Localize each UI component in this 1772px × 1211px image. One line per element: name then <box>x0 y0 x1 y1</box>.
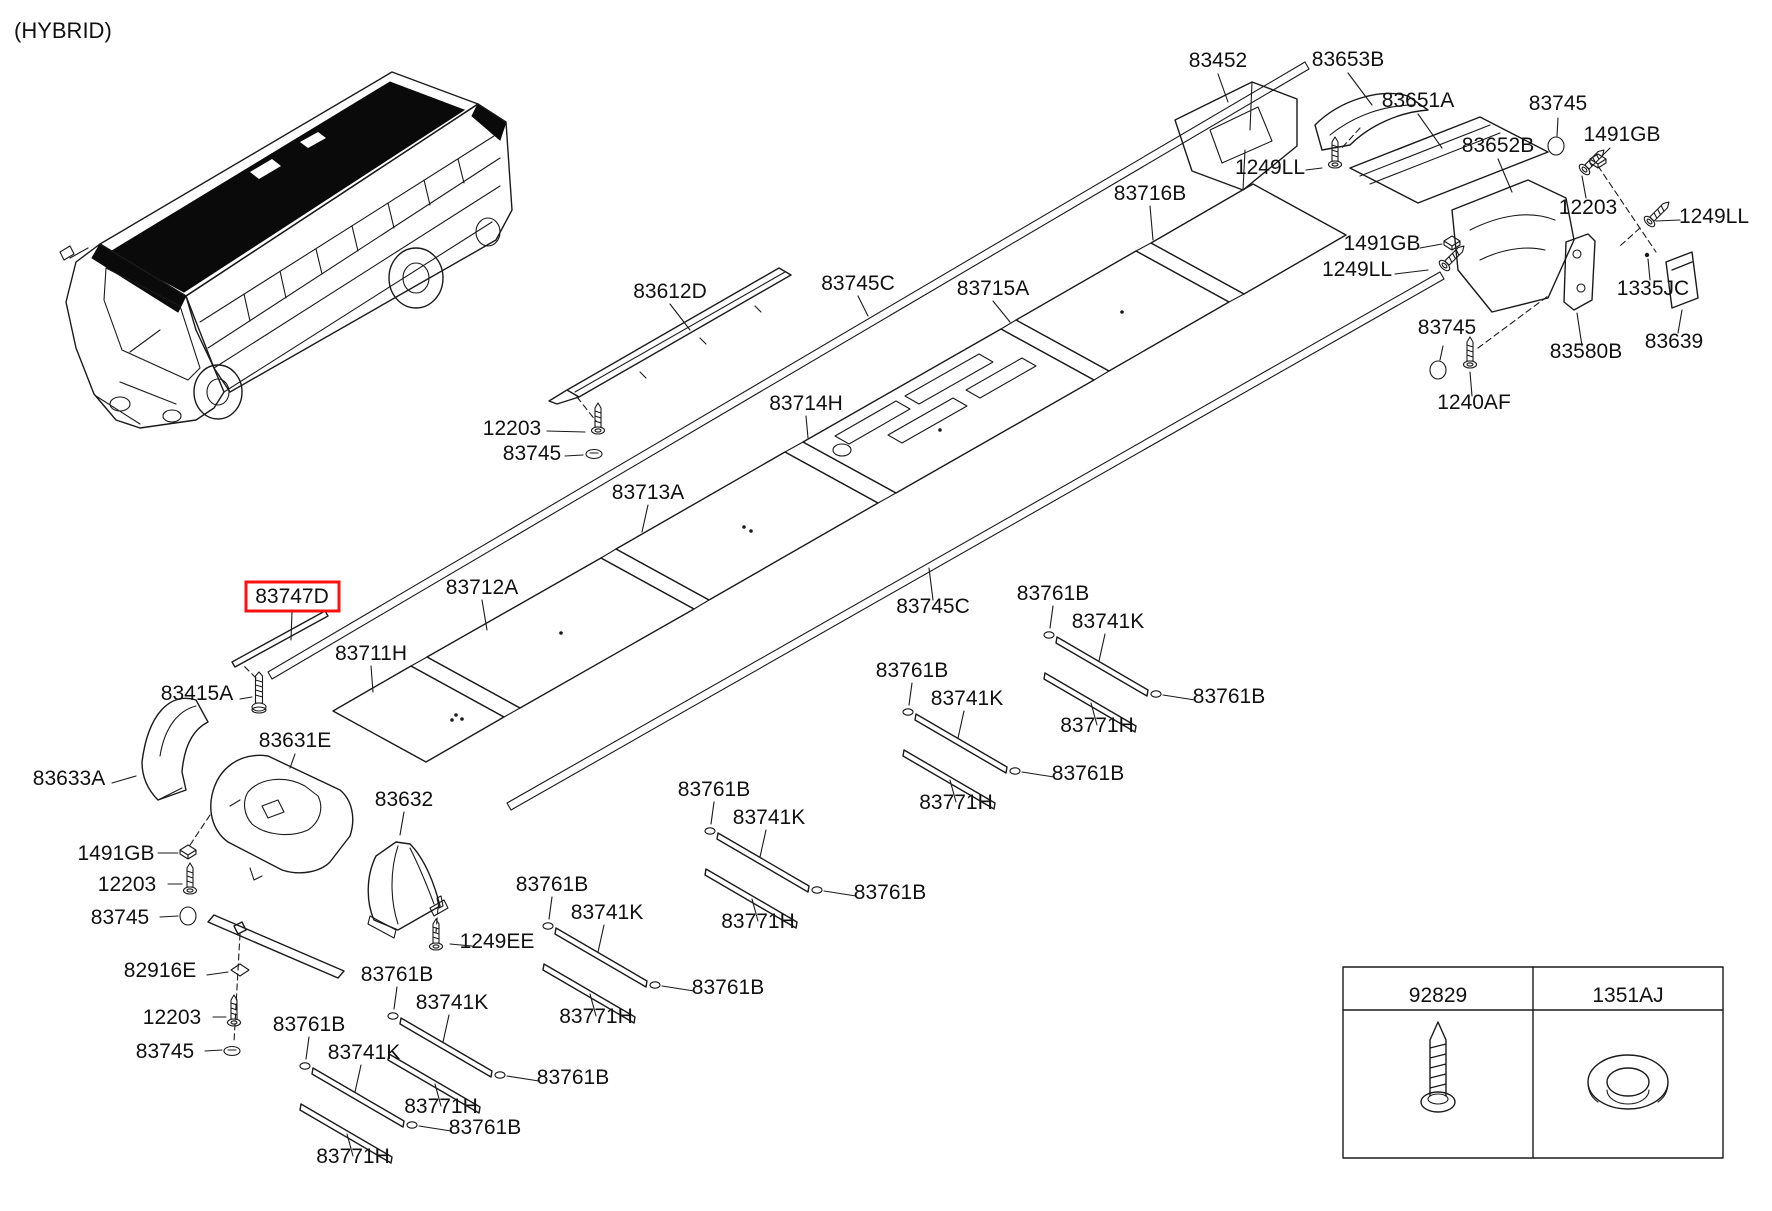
bus-roof-black-band <box>110 82 464 292</box>
part-83747D-drawing <box>232 611 328 667</box>
part-label-83745C-lower[interactable]: 83745C <box>896 595 970 618</box>
part-label-1249LL[interactable]: 1249LL <box>1321 258 1393 281</box>
panel-joint-strip <box>411 657 520 717</box>
part-label-83745[interactable]: 83745 <box>135 1040 195 1063</box>
part-label-83580B[interactable]: 83580B <box>1549 340 1623 363</box>
part-1335JC-rivet <box>1645 253 1649 257</box>
part-83652B-detail <box>1470 215 1555 260</box>
grommet-ring-icon <box>180 907 196 925</box>
part-label-1335JC[interactable]: 1335JC <box>1616 277 1690 300</box>
part-label-83745[interactable]: 83745 <box>502 442 562 465</box>
clip-icon <box>586 450 602 459</box>
panel-joint-strip <box>785 442 896 503</box>
main-roof-panel-assembly <box>333 184 1346 762</box>
part-label-83747D[interactable]: 83747D <box>255 585 329 608</box>
roof-rail-upper-83745C <box>268 62 1309 679</box>
nut-clip-icon <box>180 845 196 859</box>
side-molding-cluster-4 <box>516 873 764 1028</box>
part-label-83716B[interactable]: 83716B <box>1113 182 1187 205</box>
part-83632-drawing <box>368 842 440 930</box>
part-label-83745[interactable]: 83745 <box>1417 316 1477 339</box>
clip-icon <box>224 1047 240 1056</box>
panel-joint-strip <box>1136 243 1244 302</box>
side-molding-cluster-3 <box>678 778 926 933</box>
part-83580B-drawing <box>1564 234 1595 310</box>
part-label-83612D[interactable]: 83612D <box>633 280 707 303</box>
screw-icon <box>592 403 605 434</box>
bus-rear-wheel-hub <box>403 263 429 293</box>
part-label-83632[interactable]: 83632 <box>374 788 434 811</box>
part-label-83712A[interactable]: 83712A <box>445 576 519 599</box>
tapping-screw-icon <box>1421 1022 1455 1112</box>
part-83651A-drawing <box>1350 117 1548 203</box>
screw-icon <box>1329 137 1342 168</box>
bus-rear-cap-band <box>472 104 506 140</box>
part-label-83715A[interactable]: 83715A <box>956 277 1030 300</box>
part-label-82916E[interactable]: 82916E <box>123 959 197 982</box>
part-label-1491GB[interactable]: 1491GB <box>1343 232 1421 255</box>
part-label-83452[interactable]: 83452 <box>1188 49 1248 72</box>
bus-illustration <box>60 72 512 428</box>
part-label-1249LL[interactable]: 1249LL <box>1234 156 1306 179</box>
part-label-83711H[interactable]: 83711H <box>334 642 408 665</box>
bus-headlight <box>163 410 181 422</box>
part-label-12203[interactable]: 12203 <box>482 417 542 440</box>
part-label-83639[interactable]: 83639 <box>1644 330 1704 353</box>
bolt-icon <box>252 672 266 713</box>
bus-mirror <box>60 246 88 260</box>
part-83631E-drawing <box>211 755 353 872</box>
part-label-83415A[interactable]: 83415A <box>160 682 234 705</box>
part-label-83745C-upper[interactable]: 83745C <box>821 272 895 295</box>
screw-icon <box>1464 337 1477 368</box>
side-molding-cluster-6 <box>273 1013 521 1168</box>
leader-lines <box>240 612 292 699</box>
plate-clip-icon <box>231 964 249 976</box>
grommet-ring-icon <box>1430 361 1446 379</box>
panel-joint-strip <box>1001 320 1109 380</box>
part-label-83633A[interactable]: 83633A <box>32 767 106 790</box>
part-83711H-drawing <box>333 666 504 762</box>
alignment-dash-line <box>577 397 596 421</box>
part-83745C-upper-drawing <box>268 62 1309 679</box>
roof-panel-hole <box>833 444 851 456</box>
grommet-ring-icon <box>1548 137 1564 155</box>
part-83713A-drawing <box>616 452 878 600</box>
part-83633A-drawing <box>142 698 208 800</box>
part-label-83745[interactable]: 83745 <box>90 906 150 929</box>
part-label-83652B[interactable]: 83652B <box>1461 134 1535 157</box>
part-82916E-drawing <box>208 915 344 978</box>
leader-lines <box>371 206 1153 692</box>
part-83745C-lower-drawing <box>507 272 1444 810</box>
alignment-dash-line <box>243 665 256 678</box>
part-label-12203[interactable]: 12203 <box>97 873 157 896</box>
part-83652B-drawing <box>1452 180 1574 312</box>
part-label-83745[interactable]: 83745 <box>1528 92 1588 115</box>
part-label-1491GB[interactable]: 1491GB <box>77 842 155 865</box>
screw-icon <box>430 919 443 950</box>
panel-joint-strip <box>601 549 709 609</box>
part-83714H-drawing <box>803 329 1094 493</box>
parts-diagram-canvas: 83771H 83761B (HYBRID) 83711H 83712A 83713A 83714H 83715A 83716B 83745C 83745C 12203 83745 83612D 83452 83653B 1249LL 83651A 83652B 83745 1491GB 12203 1249LL 1491GB 1249LL 1335JC 83639 83580B 83745 1240AF 83747D 83415A 83633A 83631E 1491GB 12203 83745 82916E 12203 83745 83632 1249EE 92829 1351AJ <box>0 0 1772 1211</box>
part-label-83631E[interactable]: 83631E <box>258 729 332 752</box>
part-label-1249LL[interactable]: 1249LL <box>1678 205 1750 228</box>
part-label-83653B[interactable]: 83653B <box>1311 48 1385 71</box>
legend-col-header-1351AJ[interactable]: 1351AJ <box>1592 984 1664 1007</box>
angled-screw-icon <box>1437 241 1468 272</box>
bus-headlight <box>110 397 130 411</box>
part-label-1249EE[interactable]: 1249EE <box>459 930 535 953</box>
part-83633A-detail <box>158 706 196 800</box>
part-label-1491GB[interactable]: 1491GB <box>1583 123 1661 146</box>
grommet-icon <box>1588 1055 1668 1109</box>
part-label-83713A[interactable]: 83713A <box>611 481 685 504</box>
bus-far-wheel <box>476 218 500 246</box>
side-molding-cluster-1 <box>1017 582 1265 737</box>
bus-rear-wheel <box>389 248 443 308</box>
angled-screw-icon <box>1642 197 1673 228</box>
part-label-83651A[interactable]: 83651A <box>1381 89 1455 112</box>
part-label-12203[interactable]: 12203 <box>142 1006 202 1029</box>
roof-rail-lower-83745C <box>507 272 1444 810</box>
fastener-legend-table <box>1343 967 1723 1158</box>
part-label-1240AF[interactable]: 1240AF <box>1437 391 1511 414</box>
screw-icon <box>228 995 241 1026</box>
screw-icon <box>184 863 197 894</box>
variant-label: (HYBRID) <box>14 18 112 43</box>
legend-col-header-92829[interactable]: 92829 <box>1408 984 1468 1007</box>
part-label-12203[interactable]: 12203 <box>1558 196 1618 219</box>
part-label-83714H[interactable]: 83714H <box>769 392 843 415</box>
part-83631E-detail <box>230 779 321 880</box>
legend-table-grid <box>1343 967 1723 1158</box>
